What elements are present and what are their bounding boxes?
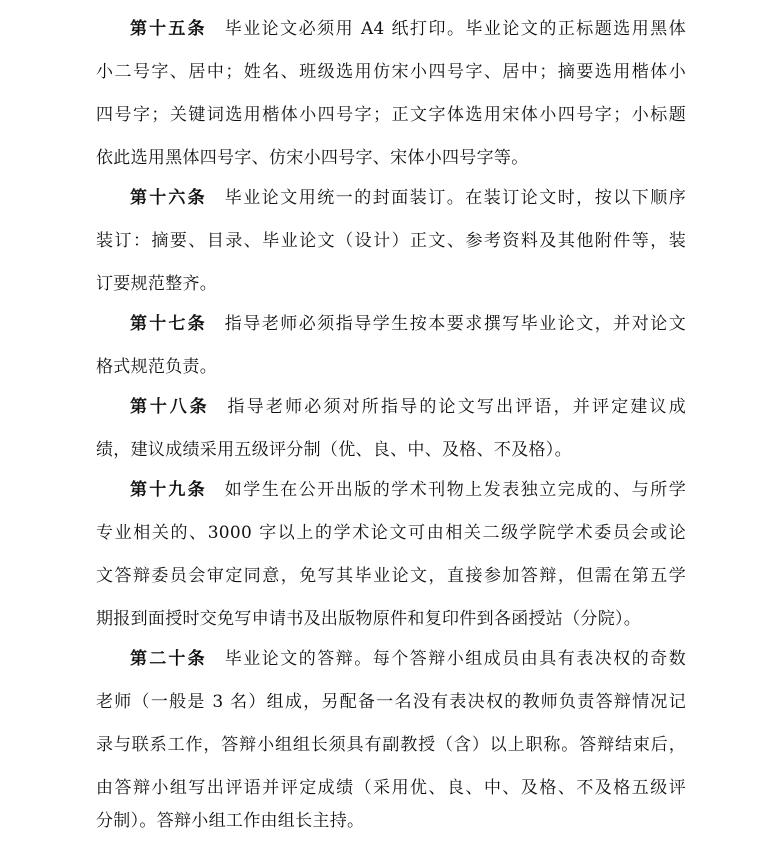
paragraph-line: 分制）。答辩小组工作由组长主持。 xyxy=(96,811,365,831)
paragraph-line xyxy=(130,475,686,505)
paragraph-text: 指导老师必须指导学生按本要求撰写毕业论文，并对论文 xyxy=(224,314,687,334)
paragraph-line: 专业相关的、3000 字以上的学术论文可由相关二级学院学术委员会或论 xyxy=(96,523,686,543)
paragraph-line: 小二号字、居中；姓名、班级选用仿宋小四号字、居中；摘要选用楷体小 xyxy=(96,62,686,82)
article-heading: 第十九条 xyxy=(130,480,207,500)
paragraph-text: 指导老师必须对所指导的论文写出评语，并评定建议成 xyxy=(227,397,687,417)
paragraph-line: 装订：摘要、目录、毕业论文（设计）正文、参考资料及其他附件等，装 xyxy=(96,231,686,251)
paragraph-line: 格式规范负责。 xyxy=(96,357,218,377)
paragraph-line xyxy=(130,392,686,422)
paragraph-text: 毕业论文必须用 A4 纸打印。毕业论文的正标题选用黑体 xyxy=(224,19,687,39)
paragraph-line: 文答辩委员会审定同意，免写其毕业论文，直接参加答辩，但需在第五学 xyxy=(96,566,686,586)
paragraph-text: 毕业论文用统一的封面装订。在装订论文时，按以下顺序 xyxy=(224,188,687,208)
paragraph-line: 订要规范整齐。 xyxy=(96,274,218,294)
paragraph-line xyxy=(130,183,686,213)
article-heading: 第十八条 xyxy=(130,397,210,417)
paragraph-line: 依此选用黑体四号字、仿宋小四号字、宋体小四号字等。 xyxy=(96,148,529,168)
paragraph-line xyxy=(130,644,686,674)
paragraph-text: 如学生在公开出版的学术刊物上发表独立完成的、与所学 xyxy=(224,480,687,500)
paragraph-line: 四号字；关键词选用楷体小四号字；正文字体选用宋体小四号字；小标题 xyxy=(96,105,686,125)
paragraph-line: 录与联系工作，答辩小组组长须具有副教授（含）以上职称。答辩结束后， xyxy=(96,735,686,755)
article-heading: 第十六条 xyxy=(130,188,207,208)
paragraph-text: 毕业论文的答辩。每个答辩小组成员由具有表决权的奇数 xyxy=(224,649,687,669)
paragraph-line: 老师（一般是 3 名）组成，另配备一名没有表决权的教师负责答辩情况记 xyxy=(96,692,686,712)
paragraph-line: 由答辩小组写出评语并评定成绩（采用优、良、中、及格、不及格五级评 xyxy=(96,778,686,798)
paragraph-line: 期报到面授时交免写申请书及出版物原件和复印件到各函授站（分院）。 xyxy=(96,609,642,629)
paragraph-line xyxy=(130,14,686,44)
article-heading: 第十五条 xyxy=(130,19,207,39)
paragraph-line xyxy=(130,309,686,339)
article-heading: 第二十条 xyxy=(130,649,207,669)
article-heading: 第十七条 xyxy=(130,314,207,334)
paragraph-line: 绩，建议成绩采用五级评分制（优、良、中、及格、不及格）。 xyxy=(96,440,572,460)
